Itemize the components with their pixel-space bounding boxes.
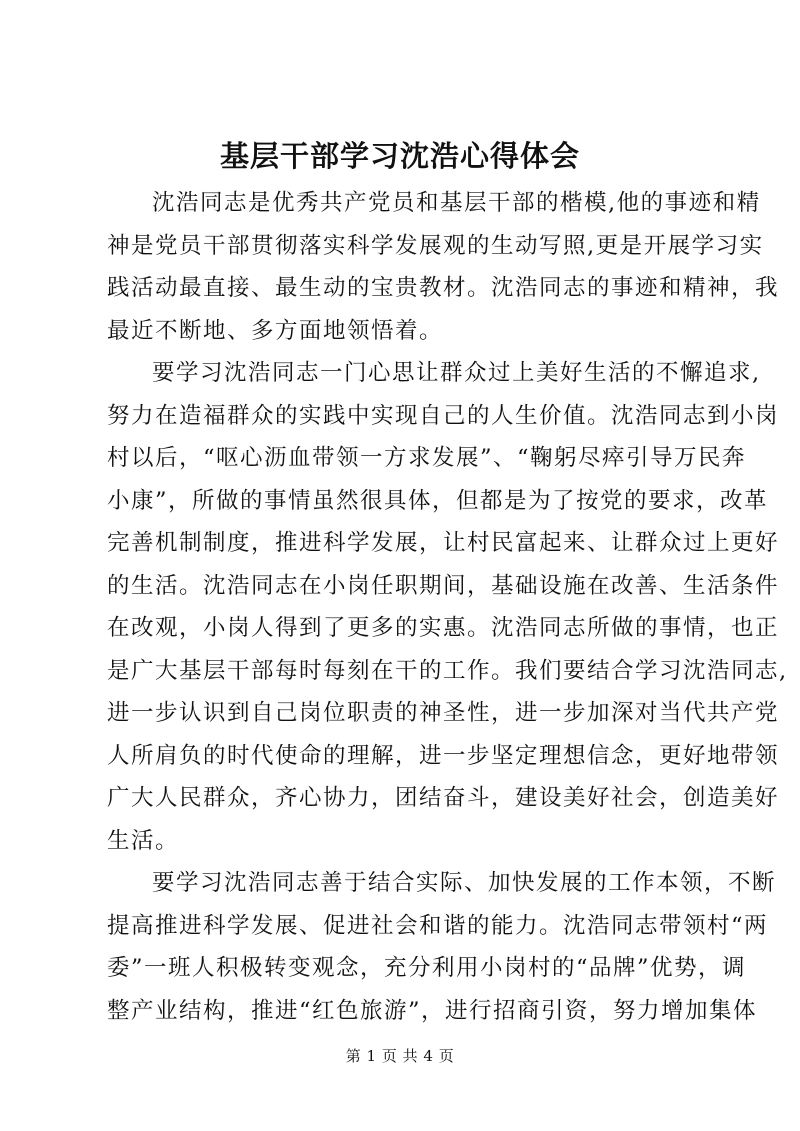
paragraph-line: 人所肩负的时代使命的理解，进一步坚定理想信念，更好地带领 (107, 742, 780, 769)
paragraph-line: 小康”，所做的事情虽然很具体，但都是为了按党的要求，改革 (107, 487, 769, 514)
paragraph-line: 在改观，小岗人得到了更多的实惠。沈浩同志所做的事情，也正 (107, 615, 780, 641)
paragraph-line: 沈浩同志是优秀共产党员和基层干部的楷模,他的事迹和精 (152, 190, 761, 216)
paragraph-line: 最近不断地、多方面地领悟着。 (107, 317, 444, 344)
page-number-footer: 第 1 页 共 4 页 (345, 1047, 455, 1065)
paragraph-line: 广大人民群众，齐心协力，团结奋斗，建设美好社会，创造美好 (107, 785, 780, 811)
paragraph-line: 整产业结构，推进“红色旅游”，进行招商引资，努力增加集体 (107, 997, 758, 1024)
paragraph-1 (107, 182, 780, 352)
paragraph-line: 完善机制制度，推进科学发展，让村民富起来、让群众过上更好 (107, 530, 780, 556)
paragraph-3 (107, 862, 777, 1032)
paragraph-line: 要学习沈浩同志善于结合实际、加快发展的工作本领，不断 (152, 870, 777, 896)
paragraph-line: 神是党员干部贯彻落实科学发展观的生动写照,更是开展学习实 (107, 232, 764, 259)
paragraph-line: 践活动最直接、最生动的宝贵教材。沈浩同志的事迹和精神，我 (107, 275, 780, 301)
paragraph-line: 进一步认识到自己岗位职责的神圣性，进一步加深对当代共产党 (107, 700, 780, 726)
paragraph-line: 提高推进科学发展、促进社会和谐的能力。沈浩同志带领村“两 (107, 912, 769, 939)
paragraph-line: 要学习沈浩同志一门心思让群众过上美好生活的不懈追求, (152, 360, 761, 386)
paragraph-line: 委”一班人积极转变观念，充分利用小岗村的“品牌”优势，调 (107, 955, 747, 981)
document-title: 基层干部学习沈浩心得体会 (219, 139, 580, 173)
document-body (107, 182, 788, 1032)
paragraph-line: 努力在造福群众的实践中实现自己的人生价值。沈浩同志到小岗 (107, 402, 780, 429)
paragraph-line: 生活。 (107, 827, 180, 854)
paragraph-2 (107, 352, 788, 862)
paragraph-line: 村以后，“呕心沥血带领一方求发展”、“鞠躬尽瘁引导万民奔 (107, 445, 747, 471)
paragraph-line: 的生活。沈浩同志在小岗任职期间，基础设施在改善、生活条件 (107, 572, 780, 599)
paragraph-line: 是广大基层干部每时每刻在干的工作。我们要结合学习沈浩同志, (107, 657, 788, 684)
